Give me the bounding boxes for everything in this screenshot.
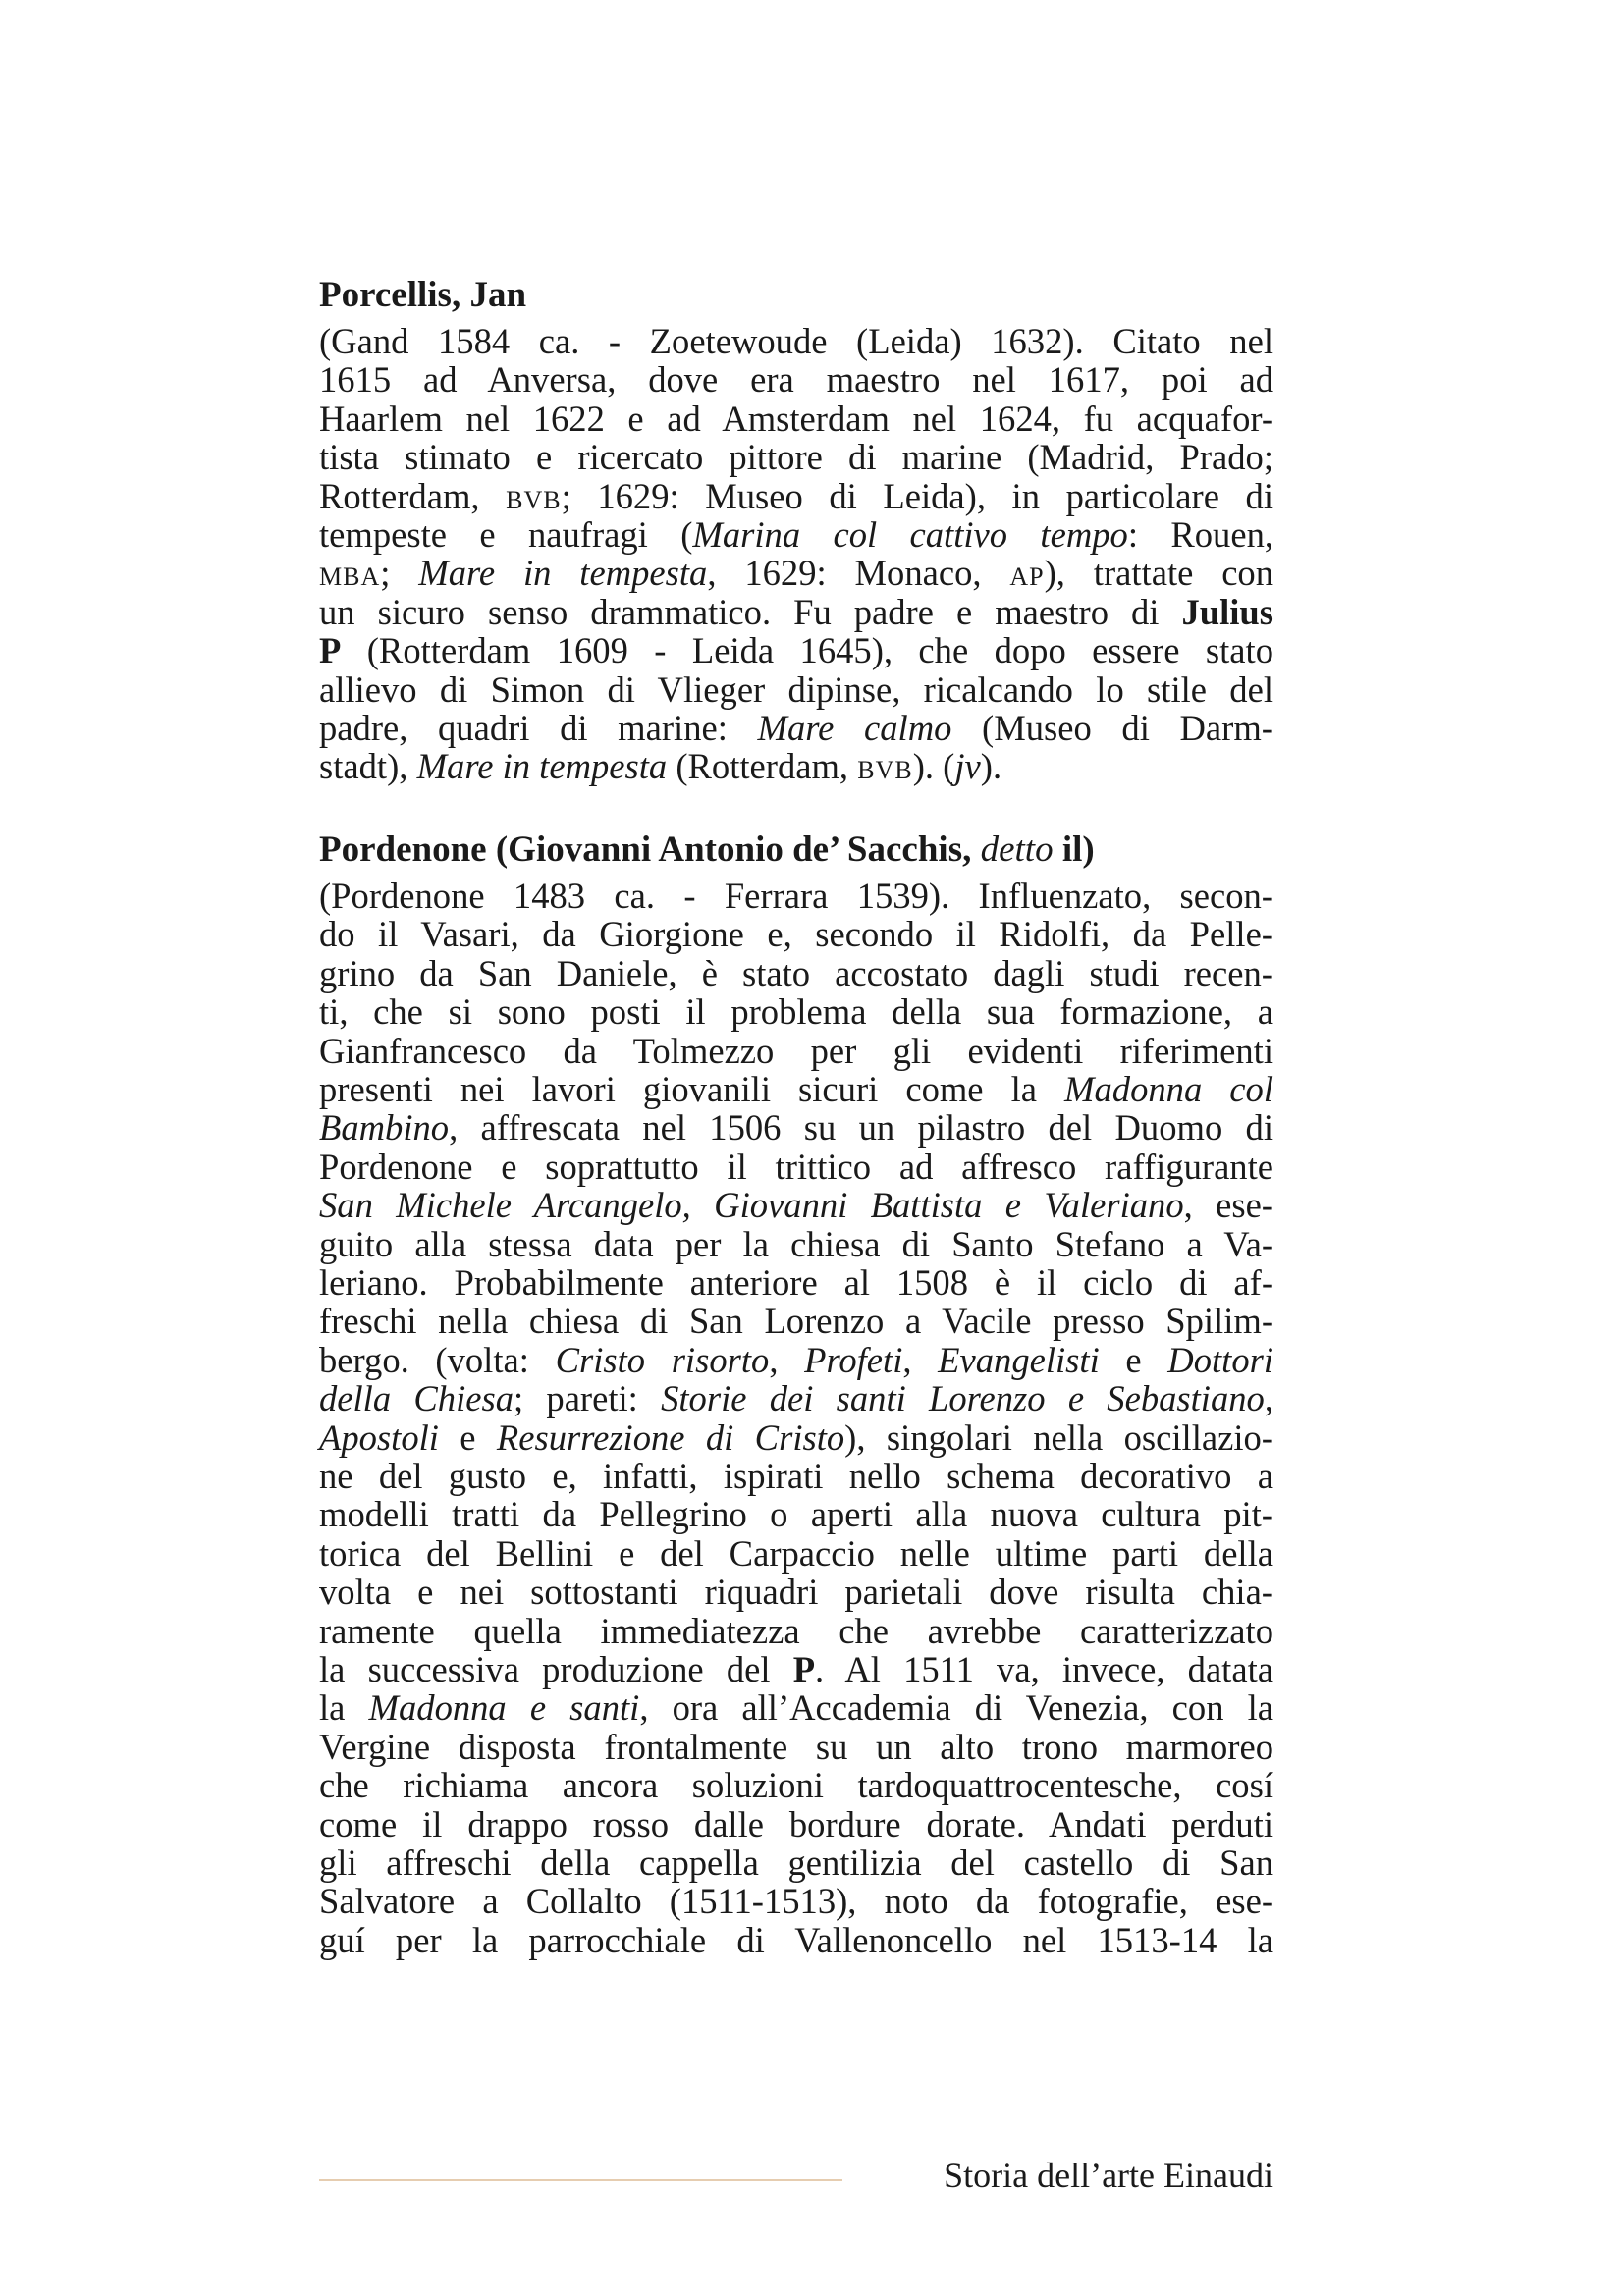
artwork-title: Mare calmo: [757, 708, 952, 749]
footer-rule: [319, 2179, 842, 2181]
artwork-title: Madonna col: [1064, 1068, 1273, 1109]
artwork-title: Apostoli: [319, 1416, 439, 1458]
text-line: gli affreschi della cappella gentilizia del castello di San: [319, 1842, 1273, 1884]
entry-title-italic: detto: [980, 828, 1054, 870]
page-content: [319, 273, 1273, 1959]
artwork-title: Madonna e santi: [368, 1687, 640, 1729]
text-line: 1615 ad Anversa, dove era maestro nel 1617, poi ad: [319, 359, 1273, 400]
text-line: (Gand 1584 ca. - Zoetewoude (Leida) 1632). Citato nel: [319, 321, 1273, 361]
text-line: grino da San Daniele, è stato accostato dagli studi recen-: [319, 952, 1273, 993]
text-line: la Madonna e santi, ora all’Accademia di Venezia, con la: [319, 1687, 1273, 1729]
text-line: San Michele Arcangelo, Giovanni Battista e Valeriano, ese-: [319, 1185, 1273, 1226]
person-initial: P: [792, 1649, 816, 1689]
text-line: ramente quella immediatezza che avrebbe caratterizzato: [319, 1610, 1273, 1651]
text-line: Vergine disposta frontalmente su un alto trono marmoreo: [319, 1726, 1273, 1767]
entry-title: Pordenone (Giovanni Antonio de’ Sacchis, detto il): [319, 828, 1095, 870]
entry-body: [319, 877, 1273, 1959]
artwork-title: Evangelisti: [938, 1339, 1100, 1380]
text-line: ti, che si sono posti il problema della sua formazione, a: [319, 991, 1273, 1033]
artwork-title: Resurrezione di Cristo: [496, 1416, 845, 1458]
text-line: mba; Mare in tempesta, 1629: Monaco, ap), trattate con: [319, 553, 1274, 594]
person-name: Julius: [1181, 591, 1273, 632]
text-line: P (Rotterdam 1609 - Leida 1645), che dopo essere stato: [319, 630, 1273, 671]
text-line: come il drappo rosso dalle bordure dorate. Andati perduti: [319, 1803, 1273, 1844]
text-line: bergo. (volta: Cristo risorto, Profeti, Evangelisti e Dottori: [319, 1339, 1274, 1380]
artwork-title: Profeti: [804, 1339, 903, 1380]
text-line: la successiva produzione del P. Al 1511 va, invece, datata: [319, 1649, 1273, 1689]
text-line: un sicuro senso drammatico. Fu padre e maestro di Julius: [319, 591, 1273, 632]
text-line: Salvatore a Collalto (1511-1513), noto da fotografie, ese-: [319, 1881, 1273, 1922]
text-line: tista stimato e ricercato pittore di marine (Madrid, Prado;: [319, 437, 1273, 478]
artwork-title: San Michele Arcangelo, Giovanni Battista e Valeriano: [319, 1185, 1184, 1226]
text-line: della Chiesa; pareti: Storie dei santi Lorenzo e Sebastiano,: [319, 1378, 1273, 1419]
text-line: torica del Bellini e del Carpaccio nelle ultime parti della: [319, 1532, 1273, 1574]
text-line: guí per la parrocchiale di Vallenoncello nel 1513-14 la: [319, 1919, 1273, 1960]
text-line: freschi nella chiesa di San Lorenzo a Vacile presso Spilim-: [319, 1301, 1273, 1342]
text-line: volta e nei sottostanti riquadri parietali dove risulta chia-: [319, 1572, 1273, 1613]
text-line: Haarlem nel 1622 e ad Amsterdam nel 1624, fu acquafor-: [319, 398, 1273, 439]
text-line: leriano. Probabilmente anteriore al 1508 è il ciclo di af-: [319, 1261, 1273, 1303]
text-line: ne del gusto e, infatti, ispirati nello schema decorativo a: [319, 1455, 1273, 1496]
text-line: stadt), Mare in tempesta (Rotterdam, bvb). (jv).: [319, 746, 1002, 787]
abbreviation: bvb: [857, 746, 913, 787]
author-initials: jv: [954, 746, 981, 787]
abbreviation: mba: [319, 553, 381, 594]
abbreviation: bvb: [506, 475, 562, 516]
text-line: (Pordenone 1483 ca. - Ferrara 1539). Influenzato, secon-: [319, 875, 1273, 916]
text-line: do il Vasari, da Giorgione e, secondo il Ridolfi, da Pelle-: [319, 914, 1273, 955]
text-line: che richiama ancora soluzioni tardoquattrocentesche, cosí: [319, 1765, 1273, 1806]
artwork-title: Marina col cattivo tempo: [692, 514, 1128, 556]
text-line: Gianfrancesco da Tolmezzo per gli evidenti riferimenti: [319, 1030, 1273, 1071]
artwork-title: Mare in tempesta: [416, 746, 668, 787]
text-line: guito alla stessa data per la chiesa di Santo Stefano a Va-: [319, 1223, 1273, 1264]
text-line: Rotterdam, bvb; 1629: Museo di Leida), in particolare di: [319, 475, 1273, 516]
text-line: Pordenone e soprattutto il trittico ad affresco raffigurante: [319, 1146, 1273, 1187]
text-line: tempeste e naufragi (Marina col cattivo tempo: Rouen,: [319, 514, 1273, 556]
artwork-title: della Chiesa: [319, 1378, 514, 1419]
entry-title-text: Porcellis, Jan: [319, 275, 527, 315]
artwork-title: Mare in tempesta: [418, 553, 708, 594]
entry-porcellis: [319, 273, 1273, 786]
person-initial: P: [319, 630, 342, 671]
footer-publication-title: Storia dell’arte Einaudi: [944, 2156, 1273, 2195]
artwork-title: Bambino: [319, 1107, 450, 1148]
artwork-title: Cristo risorto: [555, 1339, 770, 1380]
text-line: modelli tratti da Pellegrino o aperti alla nuova cultura pit-: [319, 1494, 1273, 1535]
entry-title: [319, 273, 1273, 318]
artwork-title: Dottori: [1167, 1339, 1274, 1380]
text-line: Bambino, affrescata nel 1506 su un pilastro del Duomo di: [319, 1107, 1273, 1148]
text-line: Apostoli e Resurrezione di Cristo), singolari nella oscillazio-: [319, 1416, 1273, 1458]
entry-pordenone: [319, 828, 1273, 1959]
abbreviation: ap: [1009, 553, 1045, 594]
page-footer: [319, 2153, 1273, 2198]
text-line: padre, quadri di marine: Mare calmo (Museo di Darm-: [319, 708, 1273, 749]
entry-body: [319, 322, 1273, 786]
text-line: allievo di Simon di Vlieger dipinse, ricalcando lo stile del: [319, 668, 1273, 710]
text-line: presenti nei lavori giovanili sicuri come la Madonna col: [319, 1068, 1273, 1109]
artwork-title: Storie dei santi Lorenzo e Sebastiano: [661, 1378, 1265, 1419]
